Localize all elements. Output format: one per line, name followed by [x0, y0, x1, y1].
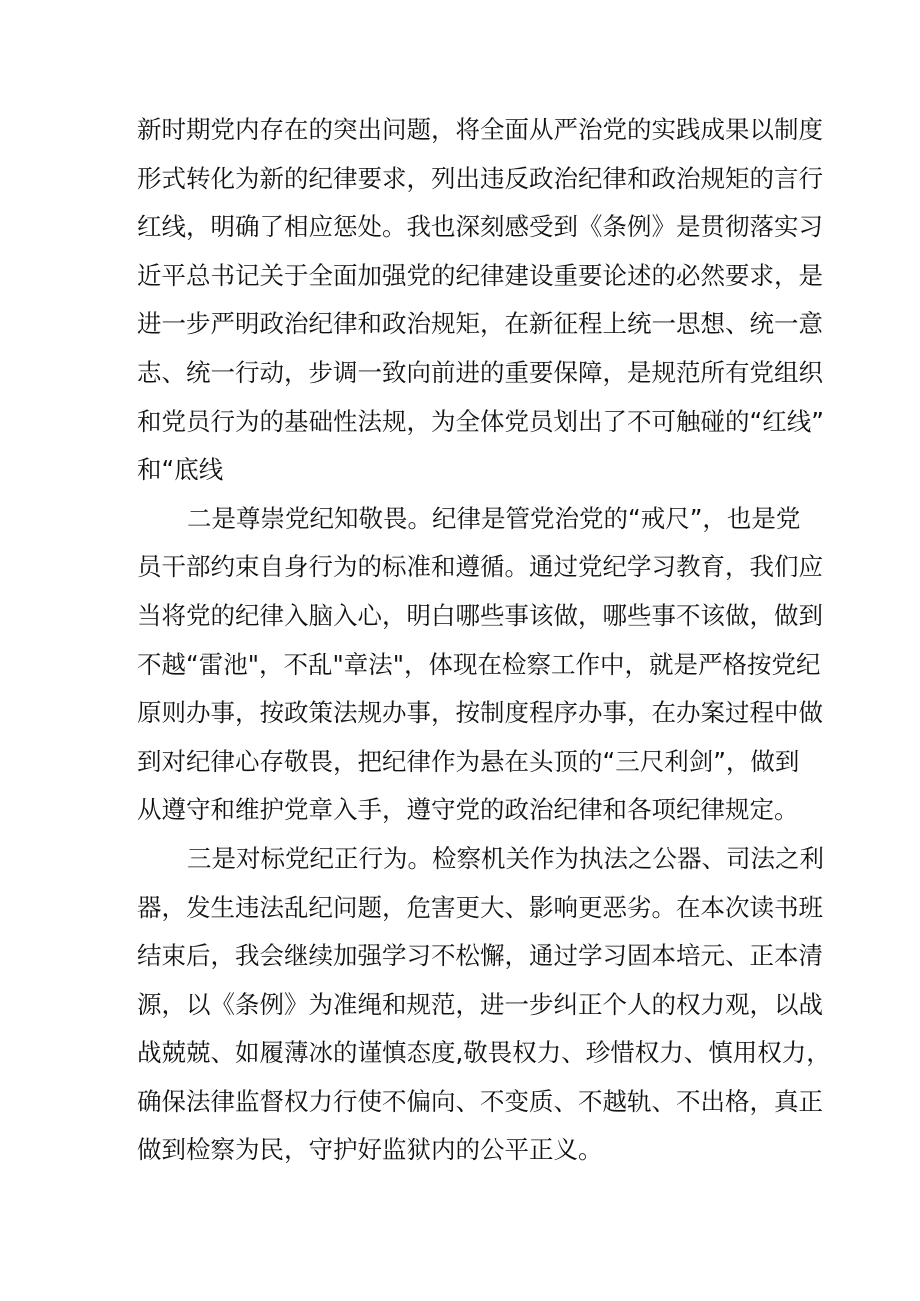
- text-line: 不越“雷池"，不乱"章法"，体现在检察工作中，就是严格按党纪: [137, 649, 821, 679]
- paragraph-1: [137, 106, 824, 495]
- text-line: 进一步严明政治纪律和政治规矩，在新征程上统一思想、统一意: [137, 309, 823, 339]
- text-line: 和“底线: [137, 455, 224, 485]
- text-line: 结束后，我会继续加强学习不松懈，通过学习固本培元、正本清: [137, 941, 823, 971]
- text-line: 志、统一行动，步调一致向前进的重要保障，是规范所有党组织: [137, 357, 823, 387]
- text-line: 战兢兢、如履薄冰的谨慎态度,敬畏权力、珍惜权力、慎用权力，: [137, 1038, 831, 1068]
- text-line: 新时期党内存在的突出问题，将全面从严治党的实践成果以制度: [137, 115, 823, 144]
- text-line: 器，发生违法乱纪问题，危害更大、影响更恶劣。在本次读书班: [137, 892, 823, 922]
- text-line: 近平总书记关于全面加强党的纪律建设重要论述的必然要求，是: [137, 260, 823, 290]
- text-line: 员干部约束自身行为的标准和遵循。通过党纪学习教育，我们应: [137, 552, 823, 582]
- text-line: 原则办事，按政策法规办事，按制度程序办事，在办案过程中做: [137, 698, 823, 728]
- text-line: 形式转化为新的纪律要求，列出违反政治纪律和政治规矩的言行: [137, 163, 823, 193]
- text-line: 确保法律监督权力行使不偏向、不变质、不越轨、不出格，真正: [137, 1086, 823, 1116]
- document-body: [137, 106, 831, 1175]
- text-line: 和党员行为的基础性法规，为全体党员划出了不可触碰的“红线”: [137, 406, 824, 436]
- paragraph-3: [137, 835, 831, 1175]
- paragraph-2: [137, 495, 823, 835]
- text-line: 三是对标党纪正行为。检察机关作为执法之公器、司法之利: [187, 843, 824, 873]
- text-line: 二是尊崇党纪知敬畏。纪律是管党治党的“戒尺”，也是党: [187, 503, 801, 533]
- text-line: 源，以《条例》为准绳和规范，进一步纠正个人的权力观，以战: [137, 989, 823, 1019]
- text-line: 当将党的纪律入脑入心，明白哪些事该做，哪些事不该做，做到: [137, 600, 823, 630]
- text-line: 从遵守和维护党章入手，遵守党的政治纪律和各项纪律规定。: [137, 795, 799, 825]
- text-line: 做到检察为民，守护好监狱内的公平正义。: [137, 1135, 603, 1165]
- text-line: 到对纪律心存敬畏，把纪律作为悬在头顶的“三尺利剑”，做到: [137, 746, 800, 776]
- text-line: 红线，明确了相应惩处。我也深刻感受到《条例》是贯彻落实习: [137, 212, 823, 242]
